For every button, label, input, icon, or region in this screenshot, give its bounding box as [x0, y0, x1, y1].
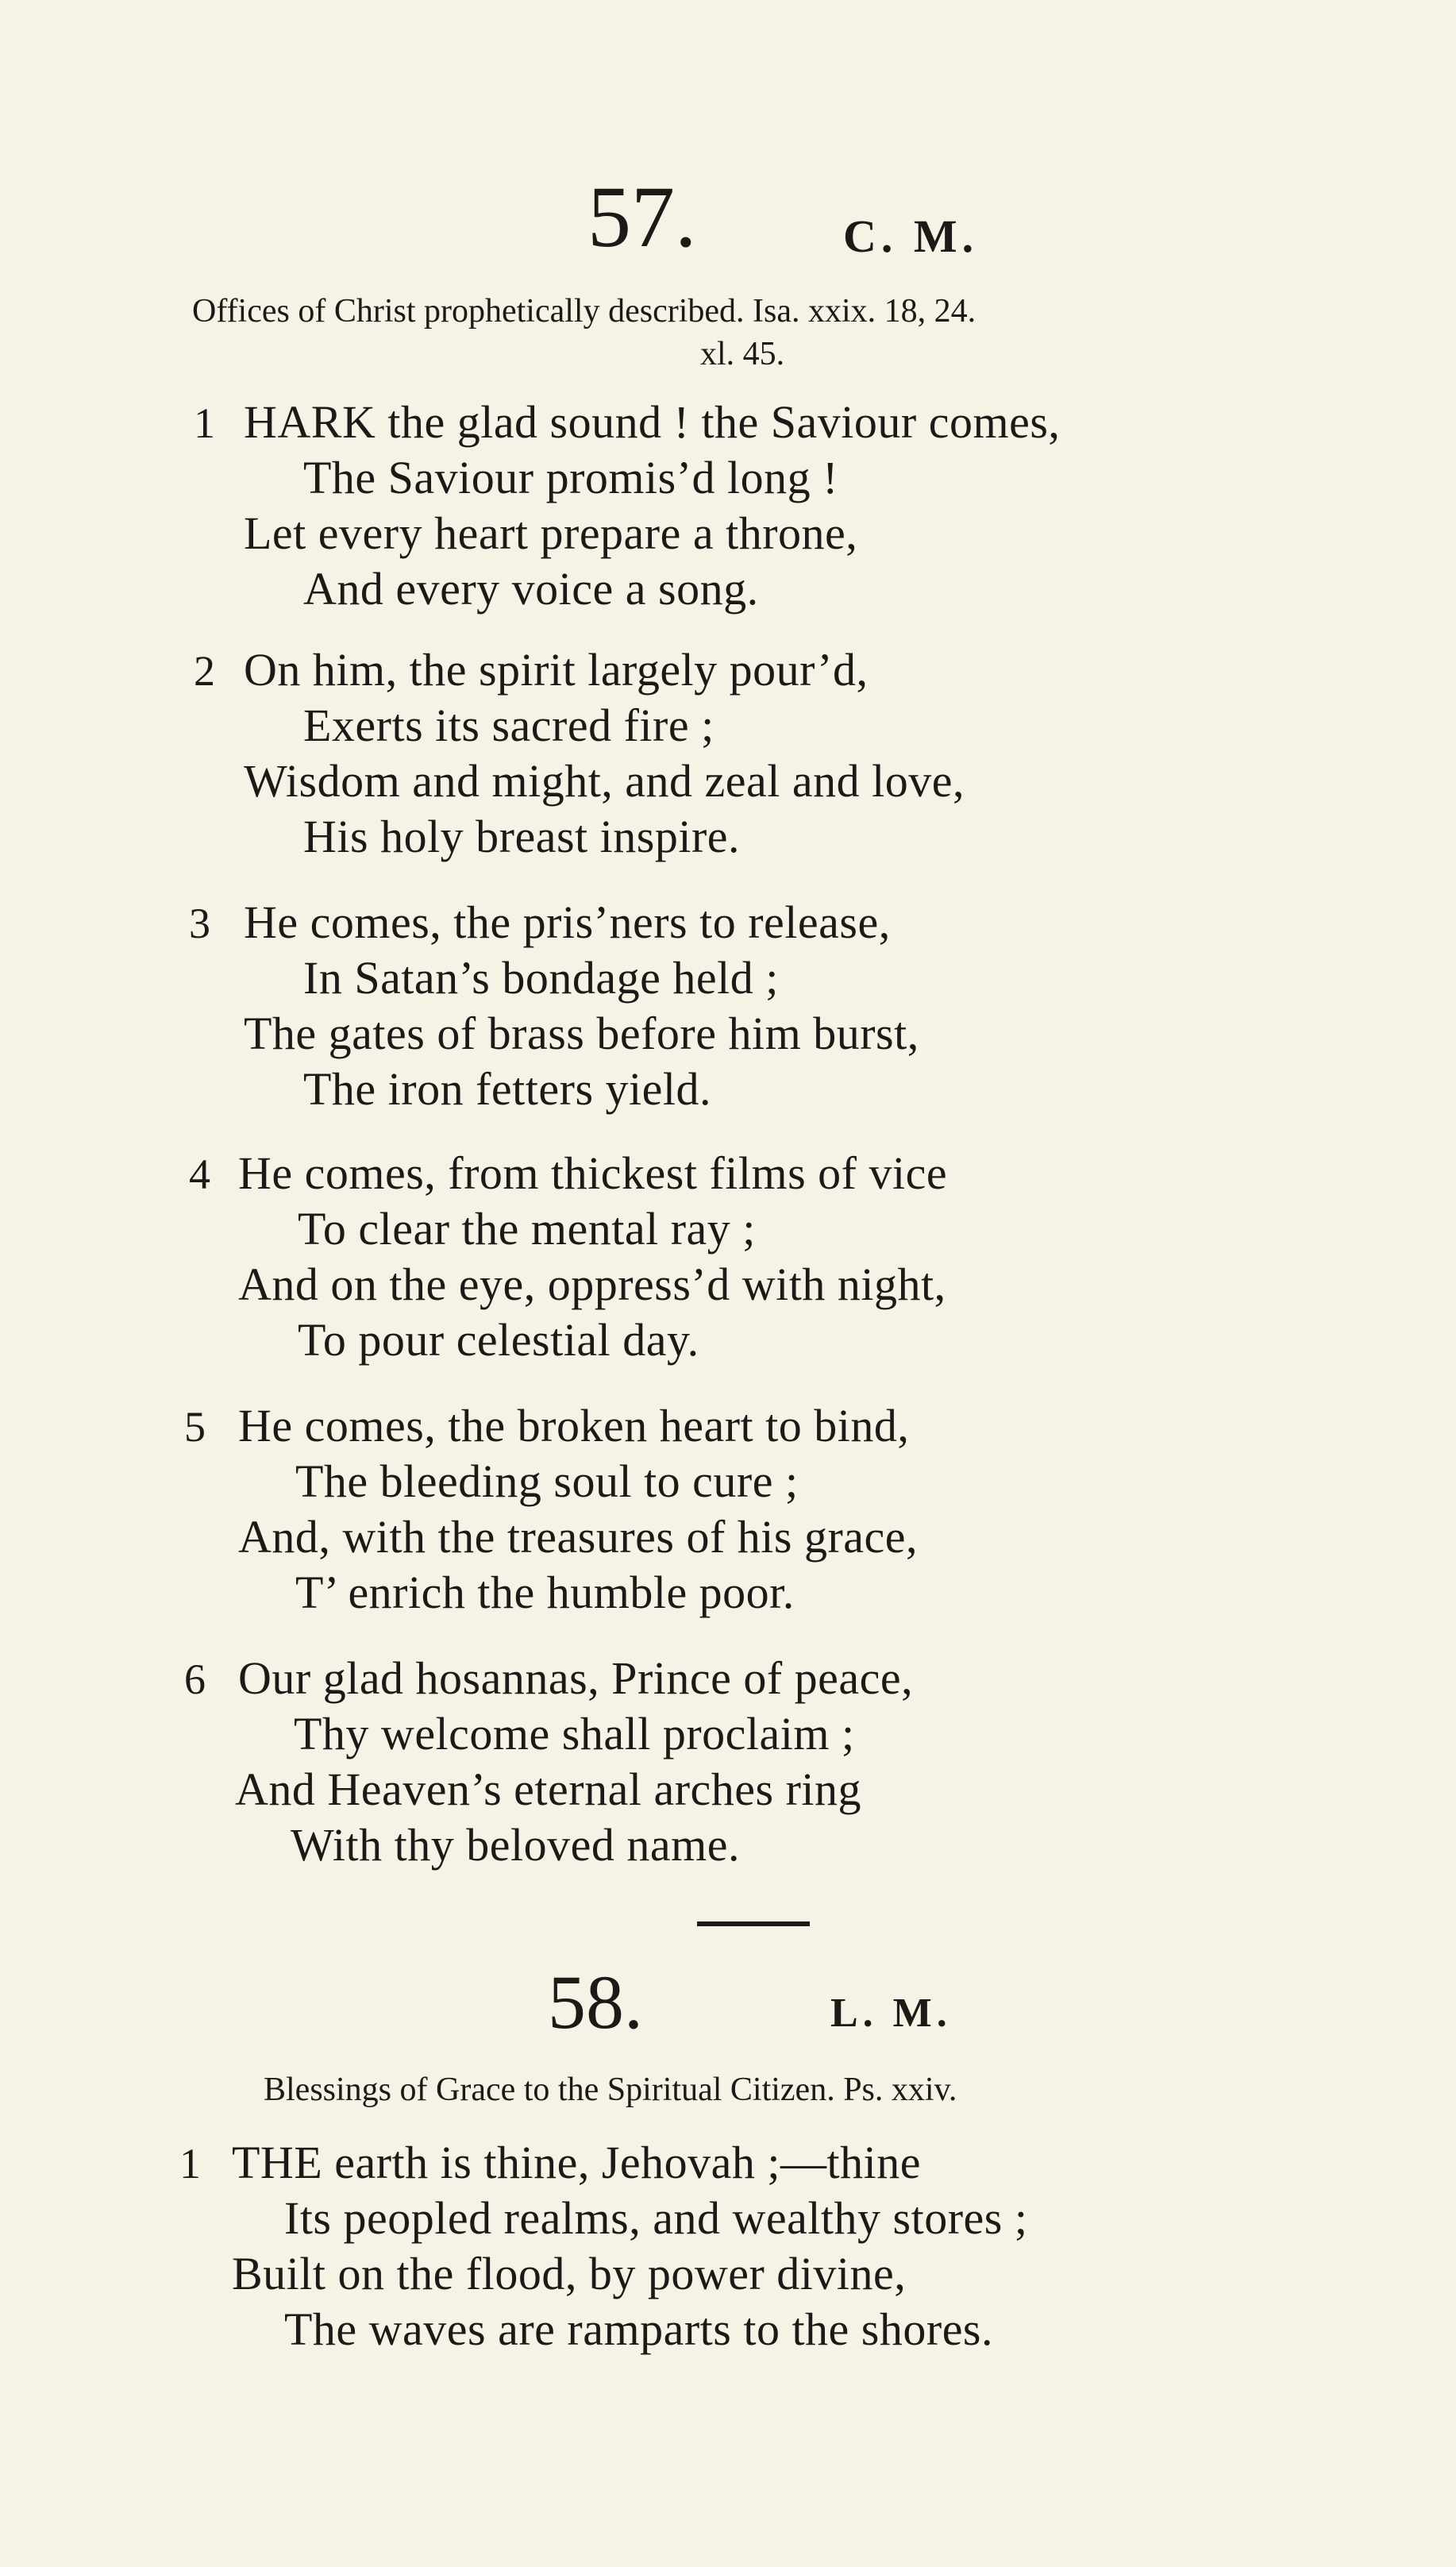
hymn-58-number: 58.: [548, 1960, 643, 2045]
hymn-57-subtitle-cont: xl. 45.: [700, 336, 785, 372]
verse-line: And every voice a song.: [303, 563, 759, 615]
verse-line: Thy welcome shall proclaim ;: [294, 1708, 855, 1760]
verse-line: Built on the flood, by power divine,: [232, 2248, 907, 2299]
verse-line: Let every heart prepare a throne,: [244, 507, 858, 559]
verse-line: And, with the treasures of his grace,: [238, 1511, 919, 1563]
stanza-number: 3: [189, 900, 210, 947]
verse-line: The Saviour promis’d long !: [303, 452, 838, 503]
stanza-number: 6: [184, 1655, 206, 1703]
verse-line: And Heaven’s eternal arches ring: [235, 1763, 862, 1815]
verse-line: His holy breast inspire.: [303, 811, 741, 862]
verse-line: The bleeding soul to cure ;: [295, 1455, 799, 1507]
verse-line: THE earth is thine, Jehovah ;—thine: [232, 2137, 921, 2188]
verse-line: He comes, from thickest films of vice: [238, 1147, 948, 1199]
stanza-number: 1: [179, 2140, 201, 2187]
hymn-57-number: 57.: [587, 168, 697, 265]
hymn-57-meter: C. M.: [843, 210, 979, 262]
verse-line: T’ enrich the humble poor.: [295, 1567, 795, 1618]
stanza-number: 5: [184, 1403, 206, 1451]
verse-line: He comes, the broken heart to bind,: [238, 1400, 910, 1451]
verse-line: The gates of brass before him burst,: [244, 1008, 919, 1059]
verse-line: The iron fetters yield.: [303, 1063, 711, 1115]
verse-line: The waves are ramparts to the shores.: [284, 2303, 994, 2355]
verse-line: Exerts its sacred fire ;: [303, 700, 715, 751]
stanza-number: 2: [194, 647, 215, 695]
hymn-divider-rule: [697, 1921, 810, 1926]
hymn-57-subtitle: Offices of Christ prophetically described. Isa. xxix. 18, 24.: [192, 293, 976, 330]
verse-line: With thy beloved name.: [291, 1819, 740, 1871]
verse-line: Its peopled realms, and wealthy stores ;: [284, 2192, 1028, 2244]
verse-line: Wisdom and might, and zeal and love,: [244, 755, 965, 807]
stanza-number: 1: [194, 399, 215, 447]
verse-line: He comes, the pris’ners to release,: [244, 896, 891, 948]
hymn-58-subtitle: Blessings of Grace to the Spiritual Citizen. Ps. xxiv.: [264, 2072, 957, 2108]
verse-line: Our glad hosannas, Prince of peace,: [238, 1652, 914, 1704]
verse-line: To clear the mental ray ;: [298, 1203, 756, 1255]
hymn-58-meter: L. M.: [830, 1991, 952, 2036]
stanza-number: 4: [189, 1151, 210, 1198]
verse-line: To pour celestial day.: [298, 1314, 699, 1366]
verse-line: In Satan’s bondage held ;: [303, 952, 779, 1004]
verse-line: On him, the spirit largely pour’d,: [244, 644, 869, 696]
verse-line: And on the eye, oppress’d with night,: [238, 1258, 946, 1310]
verse-line: HARK the glad sound ! the Saviour comes,: [244, 396, 1061, 448]
